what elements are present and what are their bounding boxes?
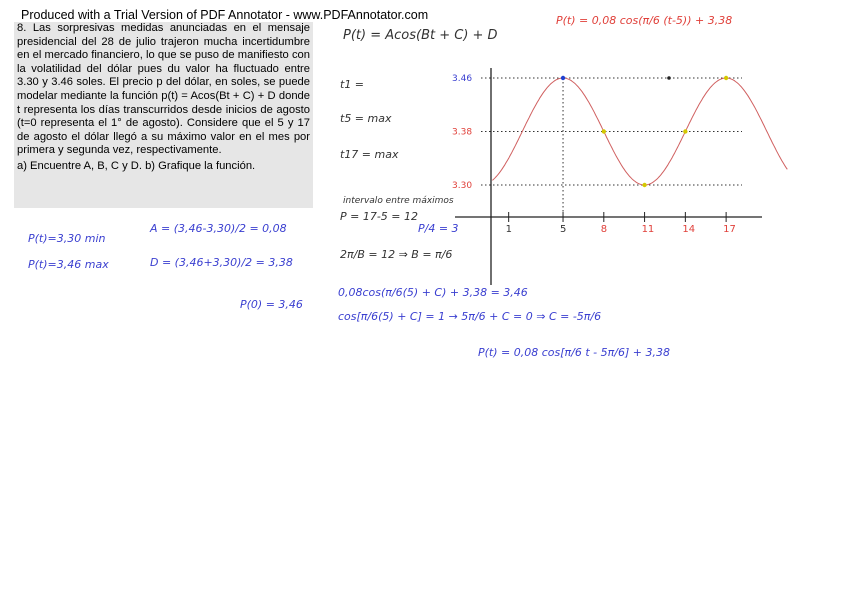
cosine-curve [492,78,787,185]
note-t5: t5 = max [340,112,392,125]
data-point [602,129,606,133]
note-p-min: P(t)=3,30 min [28,232,106,245]
y-tick-label: 3.30 [452,181,473,191]
x-tick-label: 11 [641,224,655,235]
x-tick-label: 5 [560,224,567,235]
y-tick-label: 3.38 [452,127,473,138]
note-period: P = 17-5 = 12 [340,210,419,223]
problem-text: 8. Las sorpresivas medidas anunciadas en el mensaje presidencial del 28 de julio trajeron mucha incertidumbre en el mercado financiero, lo que se puso de manifiesto con la volatilidad del dólar pues du valor ha fluctuado entre 3.30 y 3.46 soles. El precio p del dólar, en soles, se puede modelar mediante la función p(t) = Acos(Bt + C) + D donde t representa los días transcurridos desde inicios de agosto (t=0 representa el 1° de agosto). Considere que el 5 y 17 de agosto el dólar llegó a su máximo valor en el mes por primera y segunda vez, respectivamente. [17,22,310,157]
x-tick-label: 8 [600,224,608,235]
problem-parts: a) Encuentre A, B, C y D. b) Grafique la función. [17,159,256,172]
note-eq2: cos[π/6(5) + C] = 1 → 5π/6 + C = 0 ⇒ C = -5π/6 [338,310,602,323]
watermark-banner: Produced with a Trial Version of PDF Annotator - www.PDFAnnotator.com [21,8,429,22]
data-point [724,76,728,80]
note-a-calc: A = (3,46-3,30)/2 = 0,08 [150,222,287,235]
note-answer: P(t) = 0,08 cos[π/6 t - 5π/6] + 3,38 [478,346,670,359]
x-tick-label: 1 [505,224,513,235]
note-model: P(t) = Acos(Bt + C) + D [343,28,498,43]
note-p0: P(0) = 3,46 [240,298,303,311]
grid-end-dot [667,76,671,80]
note-b-calc: 2π/B = 12 ⇒ B = π/6 [340,248,453,261]
y-tick-label: 3.46 [452,74,473,84]
data-point [683,129,687,133]
note-t1: t1 = [340,78,365,91]
x-tick-label: 14 [682,224,696,235]
note-interval: intervalo entre máximos [343,196,454,206]
note-eq1: 0,08cos(π/6(5) + C) + 3,38 = 3,46 [338,286,528,299]
note-p-max: P(t)=3,46 max [28,258,109,271]
note-d-calc: D = (3,46+3,30)/2 = 3,38 [150,256,293,269]
data-point [642,183,646,187]
note-t17: t17 = max [340,148,399,161]
x-tick-label: 17 [723,224,736,235]
data-point [561,76,565,80]
note-red-answer: P(t) = 0,08 cos(π/6 (t-5)) + 3,38 [556,14,733,27]
note-quarter: P/4 = 3 [418,222,459,235]
